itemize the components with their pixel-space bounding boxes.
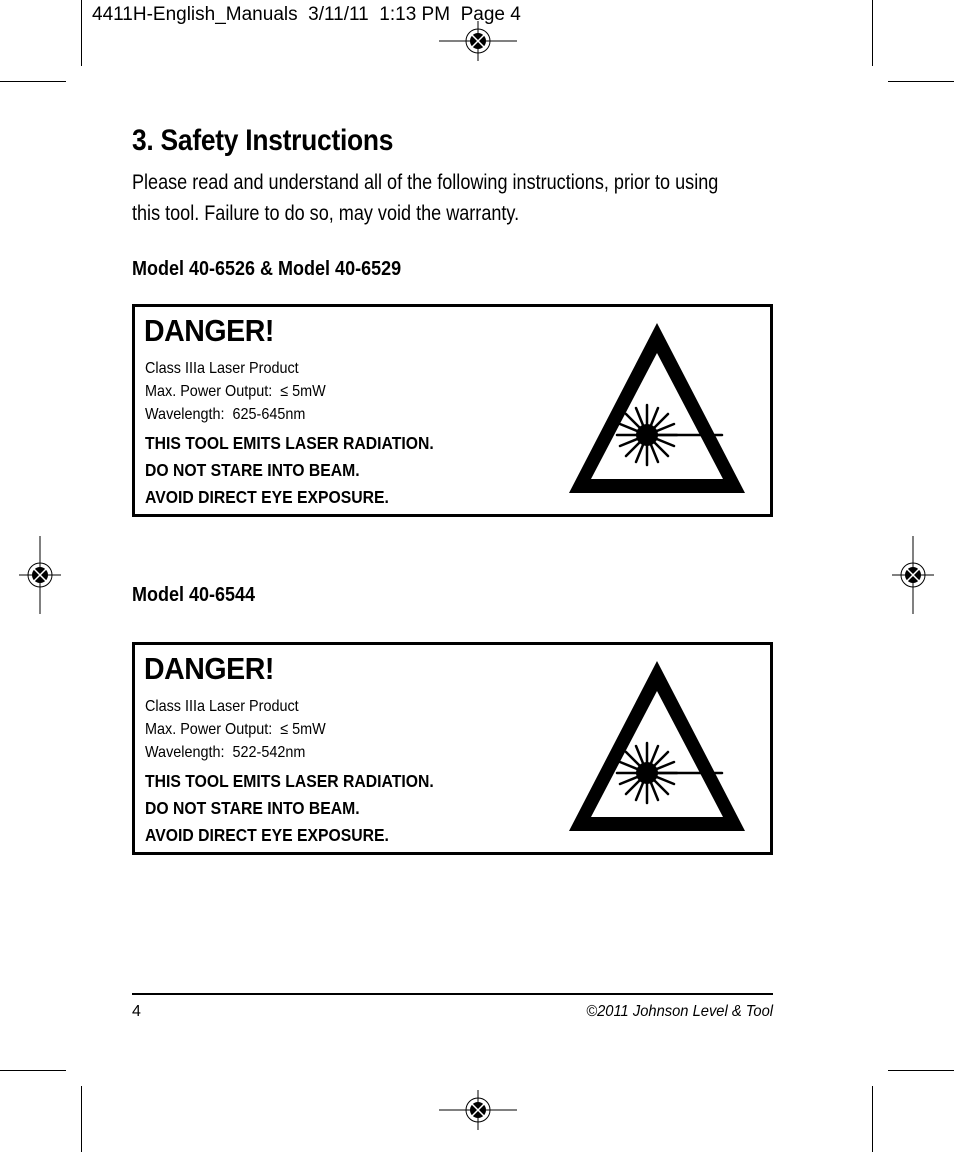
max-power-output: Max. Power Output: ≤ 5mW	[145, 383, 326, 400]
crop-mark-top-left-horizontal	[0, 81, 66, 82]
copyright-notice: ©2011 Johnson Level & Tool	[586, 1003, 773, 1020]
page-number: 4	[132, 1003, 141, 1020]
registration-mark-icon	[19, 536, 61, 614]
warning-line: DO NOT STARE INTO BEAM.	[145, 798, 360, 818]
danger-label-box	[132, 642, 773, 855]
danger-heading: DANGER!	[144, 313, 274, 348]
crop-mark-bottom-left-vertical	[81, 1086, 82, 1152]
crop-mark-bottom-left-horizontal	[0, 1070, 66, 1071]
model-heading: Model 40-6544	[132, 584, 256, 606]
warning-line: THIS TOOL EMITS LASER RADIATION.	[145, 433, 434, 453]
laser-warning-triangle-icon	[565, 655, 750, 835]
registration-mark-icon	[439, 1090, 517, 1130]
warning-line: DO NOT STARE INTO BEAM.	[145, 460, 360, 480]
crop-mark-top-left-vertical	[81, 0, 82, 66]
warning-text	[145, 430, 434, 511]
registration-mark-icon	[439, 21, 517, 61]
crop-mark-top-right-vertical	[872, 0, 873, 66]
warning-line: AVOID DIRECT EYE EXPOSURE.	[145, 487, 389, 507]
laser-class: Class IIIa Laser Product	[145, 698, 299, 715]
laser-specs	[145, 357, 326, 426]
max-power-output: Max. Power Output: ≤ 5mW	[145, 721, 326, 738]
warning-line: AVOID DIRECT EYE EXPOSURE.	[145, 825, 389, 845]
crop-mark-bottom-right-vertical	[872, 1086, 873, 1152]
registration-mark-icon	[892, 536, 934, 614]
crop-mark-top-right-horizontal	[888, 81, 954, 82]
warning-text	[145, 768, 434, 849]
warning-line: THIS TOOL EMITS LASER RADIATION.	[145, 771, 434, 791]
danger-heading: DANGER!	[144, 651, 274, 686]
print-slug-line: 4411H-English_Manuals 3/11/11 1:13 PM Page 4	[92, 4, 521, 25]
section-title: 3. Safety Instructions	[132, 124, 394, 157]
wavelength: Wavelength: 625-645nm	[145, 406, 306, 423]
laser-class: Class IIIa Laser Product	[145, 360, 299, 377]
wavelength: Wavelength: 522-542nm	[145, 744, 306, 761]
danger-label-box	[132, 304, 773, 517]
section-intro: Please read and understand all of the following instructions, prior to using this tool. Failure to do so, may void the warranty.	[132, 171, 719, 225]
laser-warning-triangle-icon	[565, 317, 750, 497]
model-heading: Model 40-6526 & Model 40-6529	[132, 258, 402, 280]
footer-divider	[132, 993, 773, 995]
laser-specs	[145, 695, 326, 764]
crop-mark-bottom-right-horizontal	[888, 1070, 954, 1071]
